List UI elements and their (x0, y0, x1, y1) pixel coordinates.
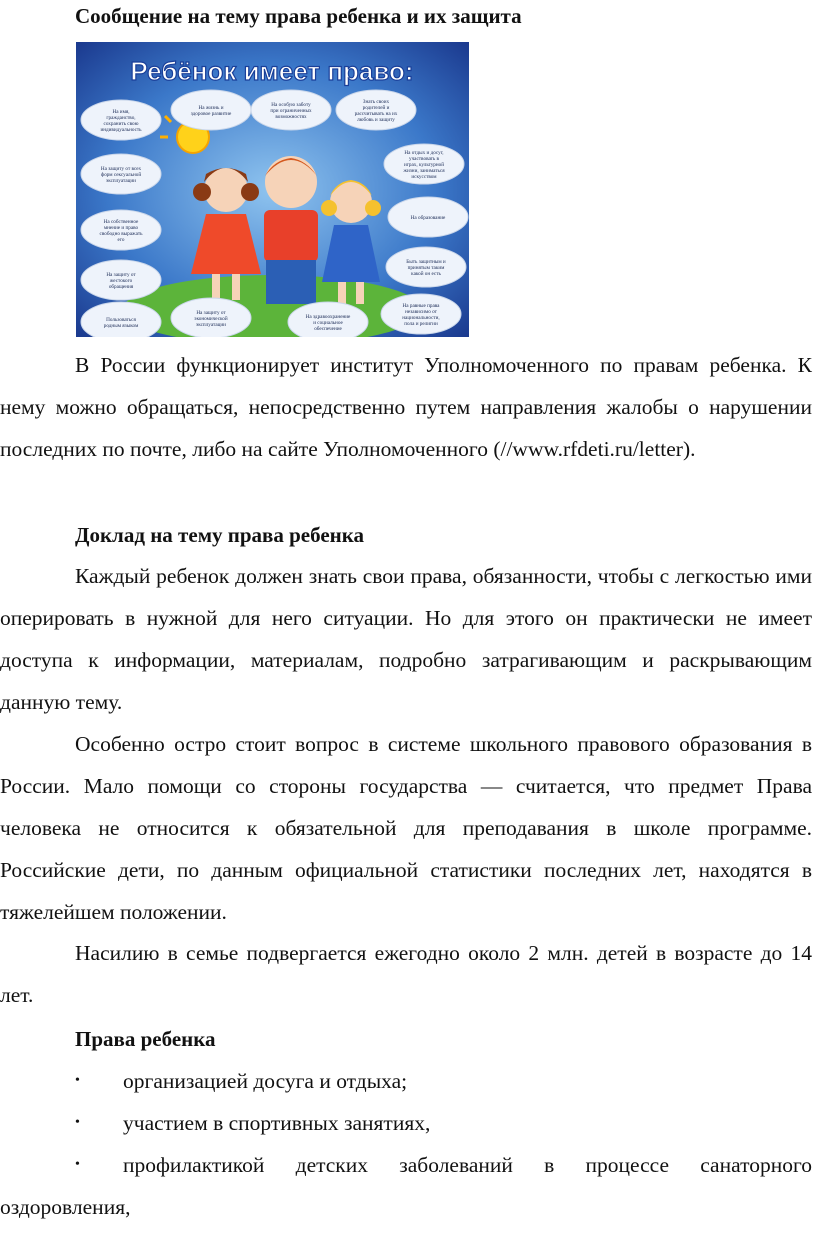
cloud-bubble-text: эксплуатации (106, 178, 136, 184)
cloud-bubble-text: На собственное (103, 219, 139, 225)
cloud-bubble-text: Быть защитным и (406, 259, 446, 265)
cloud-bubble-text: экономической (194, 316, 228, 322)
bullet-icon: • (75, 1115, 80, 1130)
cloud-bubble-text: независимо от (405, 309, 437, 315)
cloud-bubble-text: обеспечение (314, 326, 342, 332)
cloud-bubble-text: жестокого (109, 278, 133, 284)
list-item-text: участием в спортивных занятиях, (123, 1111, 431, 1135)
cloud-bubble-text: принятым таким (407, 265, 445, 271)
bullet-icon: • (75, 1157, 80, 1172)
cloud-bubble-text: любовь и защиту (357, 117, 395, 123)
paragraph-education: Особенно остро стоит вопрос в системе школьного правового образования в России. Мало помощи со стороны государства — считается, что предмет Права человека не относится к обязательной для преподавания в школе программе. Российские дети, по данным официальной статистики последних лет, находятся в тяжелейшем положении. (0, 732, 812, 924)
cloud-bubble-text: эксплуатации (196, 322, 226, 328)
cloud-bubble-text: его (117, 237, 125, 243)
list-item-text: профилактикой детских заболеваний в процессе санаторного оздоровления, (0, 1153, 812, 1219)
cloud-bubble-text: На жизнь и (198, 105, 224, 111)
section-heading-rights: Права ребенка (75, 1027, 216, 1051)
cloud-bubble-text: здоровое развитие (190, 111, 232, 117)
list-item-text: организацией досуга и отдыха; (123, 1069, 408, 1093)
cloud-bubble-text: индивидуальность (100, 127, 142, 133)
page-title: Сообщение на тему права ребенка и их защита (75, 4, 522, 28)
cloud-bubble-text: при ограниченных (270, 108, 312, 114)
cloud-bubble-text: жизни, заниматься (403, 168, 445, 174)
cloud-bubble-text: форм сексуальной (100, 172, 142, 178)
cloud-bubble-text: На здравоохранение (305, 314, 351, 320)
cloud-bubble-text: родным языком (103, 323, 139, 329)
cloud-bubble-text: рассчитывать на их (354, 111, 398, 117)
poster-image (76, 42, 469, 337)
cloud-bubble-text: участвовать в (408, 156, 440, 162)
cloud-bubble-text: обращения (108, 284, 134, 290)
poster-title: Ребёнок имеет право: (130, 56, 414, 86)
cloud-bubble-text: национальности, (402, 315, 440, 321)
poster-illustration (76, 42, 469, 337)
paragraph-child-knowledge: Каждый ребенок должен знать свои права, обязанности, чтобы с легкостью ими оперировать в нужной для него ситуации. Но для этого он практически не имеет доступа к информации, материалам, подробно затрагивающим и раскрывающим данную тему. (0, 564, 812, 714)
cloud-bubble-text: На защиту от (196, 310, 226, 316)
cloud-bubble-text: Знать своих (362, 99, 390, 105)
cloud-bubble-text: искусством (411, 174, 437, 180)
cloud-bubble-text: На отдых и досуг, (404, 150, 444, 156)
list-item (0, 1060, 812, 1102)
cloud-bubble-text: и социальное (313, 320, 343, 326)
cloud-bubble-text: На защиту от всех (100, 166, 142, 172)
cloud-bubble-text: На равные права (402, 303, 440, 309)
list-item (0, 1144, 812, 1228)
cloud-bubble-text: На образование (410, 215, 446, 221)
rights-list (0, 1060, 812, 1228)
cloud-bubble-text: гражданство, (106, 115, 136, 121)
cloud-bubble-text: родителей и (362, 105, 390, 111)
bullet-icon: • (75, 1073, 80, 1088)
cloud-bubble-text: пола и религии (404, 321, 438, 327)
paragraph-violence: Насилию в семье подвергается ежегодно около 2 млн. детей в возрасте до 14 лет. (0, 941, 812, 1007)
cloud-bubble-text: возможностях (275, 114, 307, 120)
list-item (0, 1102, 812, 1144)
cloud-bubble-text: мнение и право (103, 225, 139, 231)
cloud-bubble-text: На защиту от (106, 272, 136, 278)
cloud-bubble-text: какой он есть (411, 271, 441, 277)
paragraph-ombudsman: В России функционирует институт Уполномоченного по правам ребенка. К нему можно обращаться, непосредственно путем направления жалобы о нарушении последних по почте, либо на сайте Уполномоченного (//www.rfdeti.ru/letter). (0, 353, 812, 461)
cloud-bubble-text: свободно выражать (99, 231, 143, 237)
section-heading-report: Доклад на тему права ребенка (75, 523, 365, 547)
cloud-bubble-text: На имя, (112, 109, 130, 115)
cloud-bubble-text: На особую заботу (271, 102, 311, 108)
cloud-bubble-text: сохранить свою (103, 121, 139, 127)
cloud-bubble-text: играх, культурной (403, 162, 445, 168)
cloud-bubble-text: Пользоваться (106, 317, 136, 323)
